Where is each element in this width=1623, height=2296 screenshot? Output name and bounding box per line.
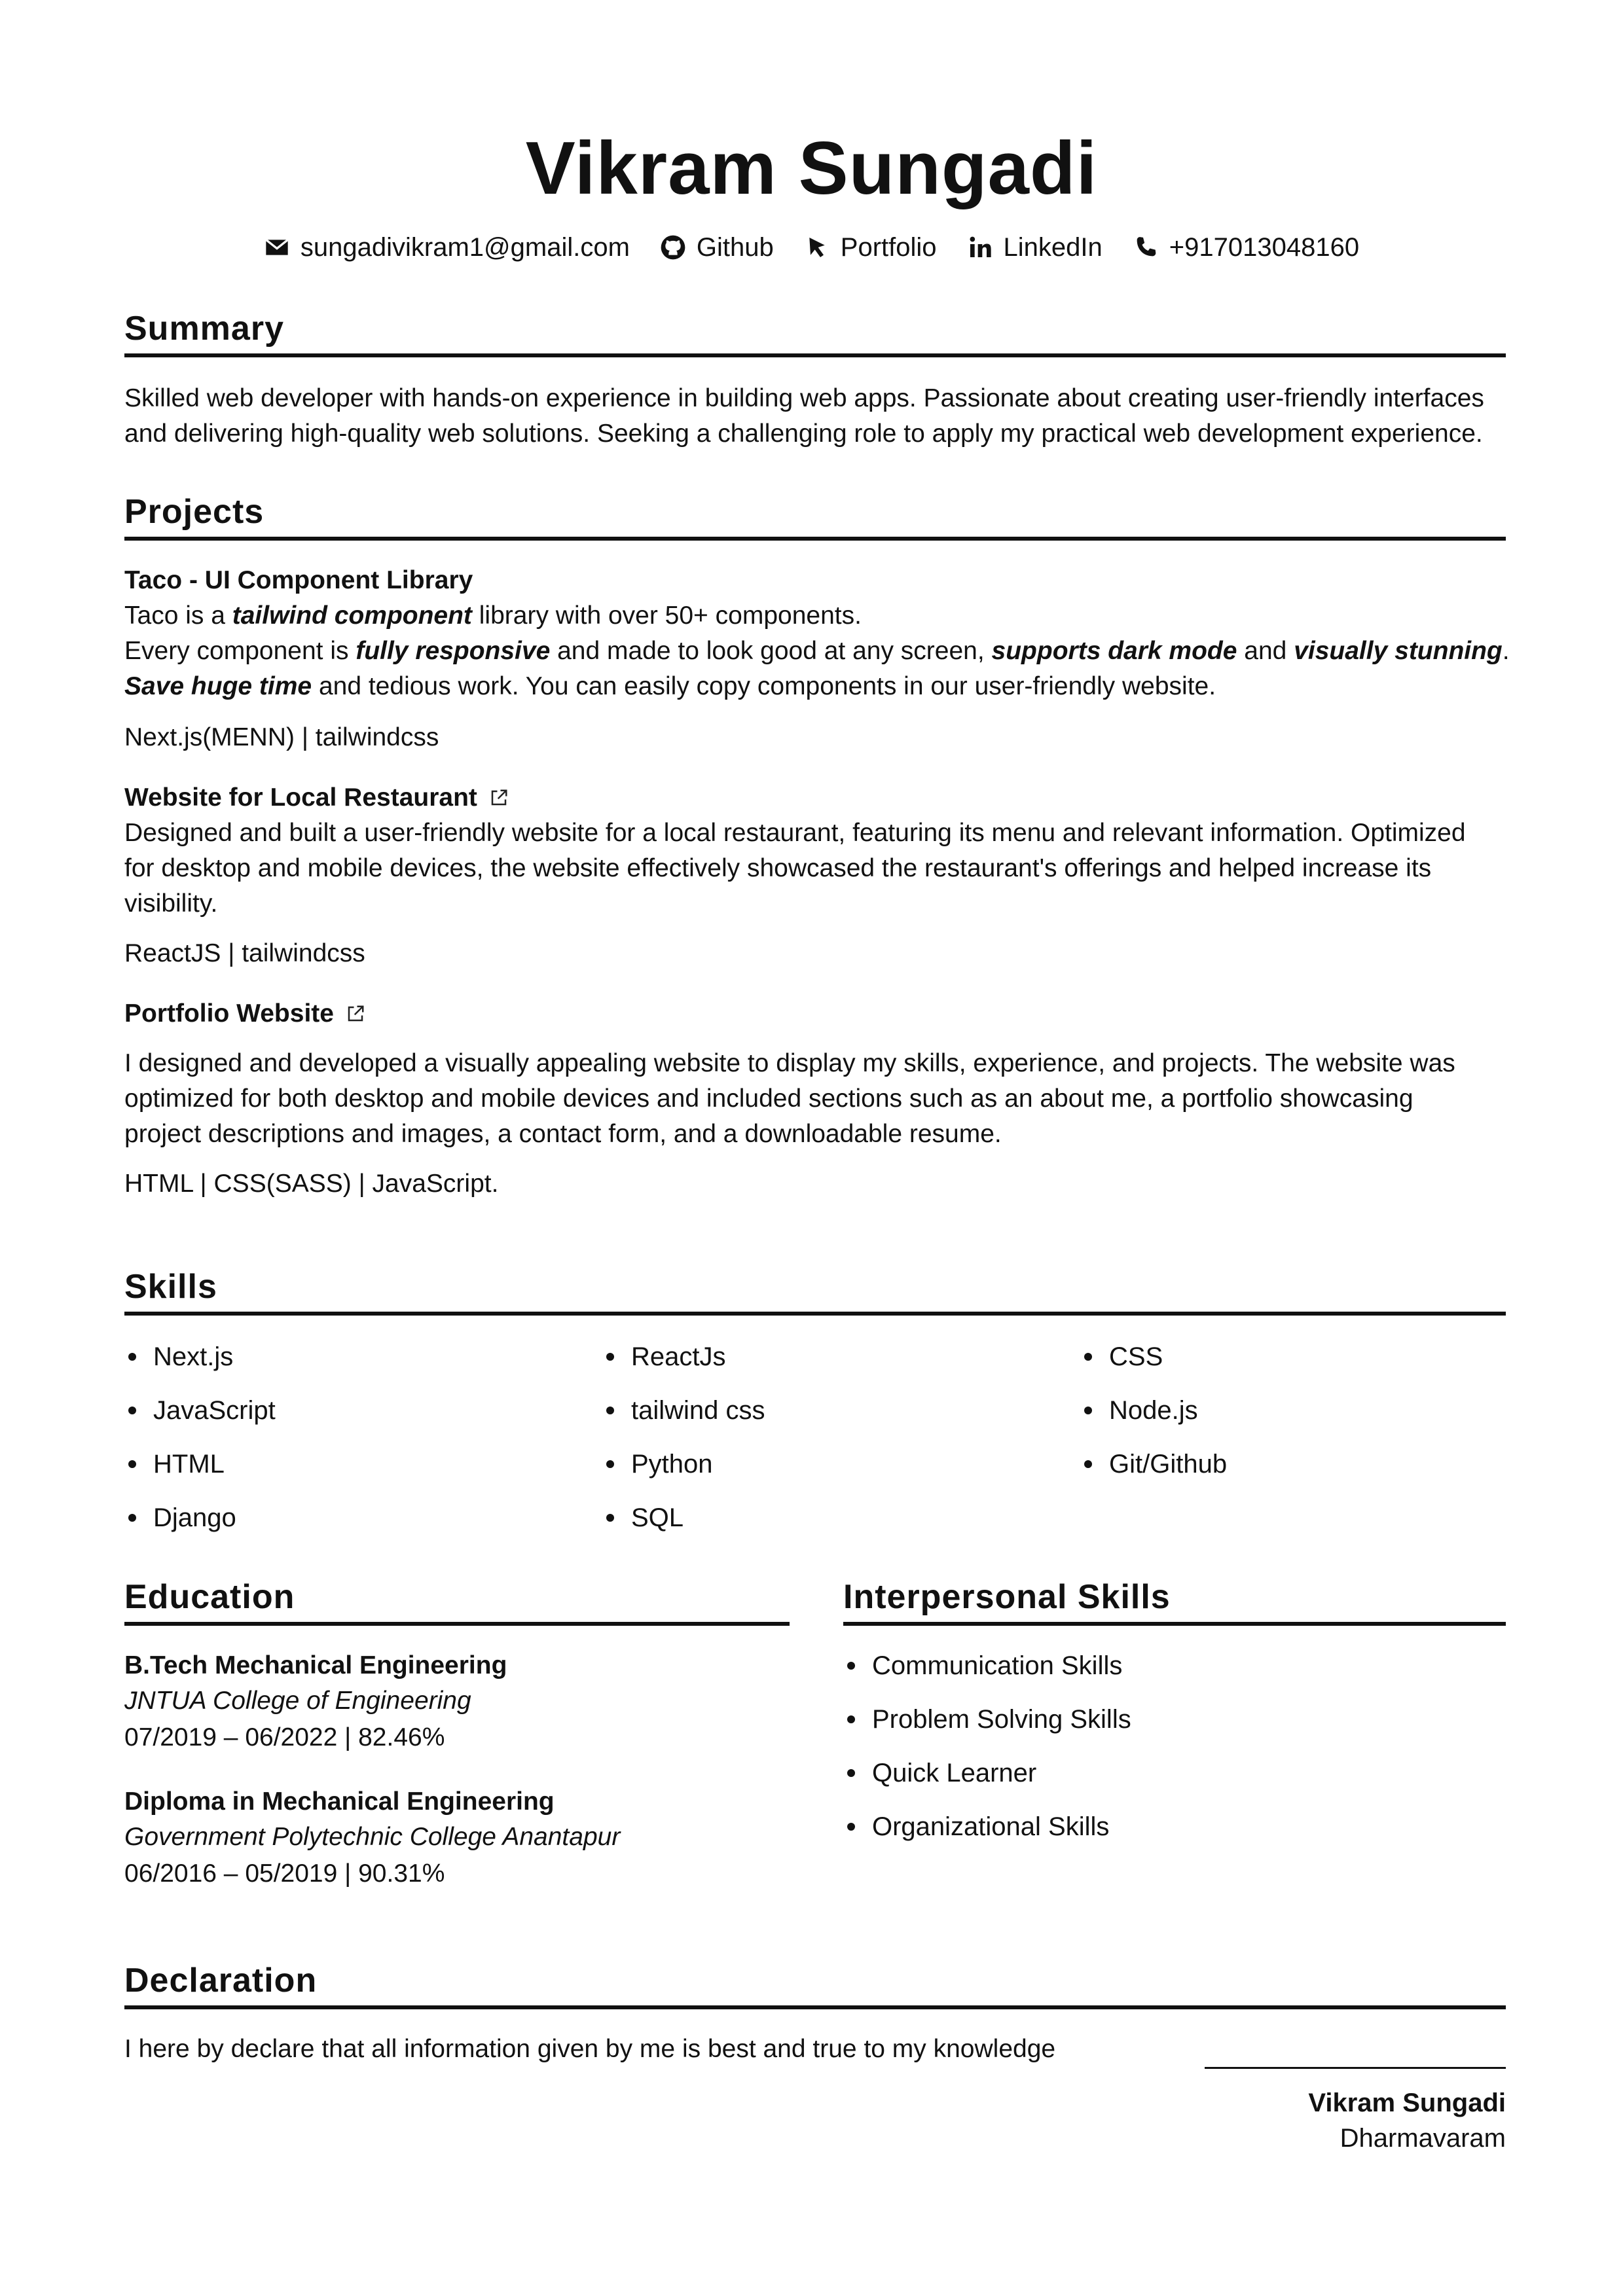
skill-item: JavaScript xyxy=(128,1393,276,1428)
skill-item: Node.js xyxy=(1084,1393,1198,1428)
declaration-text: I here by declare that all information given by me is best and true to my knowledge xyxy=(124,2035,1056,2063)
project-1-line-1: Taco is a tailwind component library with over 50+ components. xyxy=(124,601,862,630)
phone-number: +917013048160 xyxy=(1169,233,1360,262)
project-2-line-2: for desktop and mobile devices, the website effectively showcased the restaurant's offerings and helped increase its xyxy=(124,854,1432,882)
education-heading: Education xyxy=(124,1575,790,1626)
contact-email[interactable] xyxy=(264,228,630,267)
project-2-line-3: visibility. xyxy=(124,889,218,918)
email-text: sungadivikram1@gmail.com xyxy=(300,233,630,262)
signature-line xyxy=(1205,2067,1506,2069)
skill-item: Git/Github xyxy=(1084,1446,1227,1482)
portfolio-link: Portfolio xyxy=(840,233,937,262)
interpersonal-item: Organizational Skills xyxy=(847,1809,1109,1844)
candidate-name: Vikram Sungadi xyxy=(525,127,1098,210)
bullet-icon xyxy=(606,1460,614,1468)
skill-item: tailwind css xyxy=(606,1393,765,1428)
signature-place: Dharmavaram xyxy=(1340,2124,1506,2153)
bullet-icon xyxy=(128,1514,136,1522)
cursor-icon xyxy=(804,234,830,260)
project-3-title[interactable] xyxy=(124,996,365,1031)
github-link: Github xyxy=(696,233,774,262)
education-dates: 07/2019 – 06/2022 | 82.46% xyxy=(124,1723,445,1751)
bullet-icon xyxy=(847,1662,855,1670)
skill-item: CSS xyxy=(1084,1339,1163,1374)
project-3-line-2: optimized for both desktop and mobile devices and included sections such as an about me, a portfolio showcasing xyxy=(124,1085,1413,1113)
bullet-icon xyxy=(606,1514,614,1522)
interpersonal-item: Problem Solving Skills xyxy=(847,1702,1131,1737)
project-3-line-1: I designed and developed a visually appealing website to display my skills, experience, and projects. The website was xyxy=(124,1049,1455,1077)
bullet-icon xyxy=(1084,1460,1092,1468)
summary-heading: Summary xyxy=(124,306,1506,357)
skill-item: ReactJs xyxy=(606,1339,726,1374)
education-degree: B.Tech Mechanical Engineering xyxy=(124,1651,507,1679)
skill-item: HTML xyxy=(128,1446,225,1482)
education-dates: 06/2016 – 05/2019 | 90.31% xyxy=(124,1859,445,1888)
project-1-line-3: Save huge time and tedious work. You can easily copy components in our user-friendly website. xyxy=(124,672,1216,700)
contact-github[interactable] xyxy=(660,228,774,267)
contact-portfolio[interactable] xyxy=(804,228,937,267)
skill-item: SQL xyxy=(606,1500,684,1535)
project-1-line-2: Every component is fully responsive and made to look good at any screen, supports dark mode and visually stunning. xyxy=(124,637,1510,665)
bullet-icon xyxy=(128,1353,136,1361)
project-2-name: Website for Local Restaurant xyxy=(124,783,477,812)
skills-heading: Skills xyxy=(124,1265,1506,1316)
bullet-icon xyxy=(847,1769,855,1777)
bullet-icon xyxy=(847,1715,855,1723)
project-2-title[interactable] xyxy=(124,780,509,816)
project-1-tech: Next.js(MENN) | tailwindcss xyxy=(124,723,439,751)
external-link-icon[interactable] xyxy=(346,1004,365,1024)
summary-line-2: and delivering high-quality web solutions. Seeking a challenging role to apply my practical web development experience. xyxy=(124,420,1483,448)
education-institution: Government Polytechnic College Anantapur xyxy=(124,1823,621,1851)
education-degree: Diploma in Mechanical Engineering xyxy=(124,1787,555,1816)
phone-icon xyxy=(1133,234,1159,260)
bullet-icon xyxy=(128,1460,136,1468)
bullet-icon xyxy=(1084,1407,1092,1414)
skill-item: Next.js xyxy=(128,1339,233,1374)
bullet-icon xyxy=(847,1823,855,1831)
interpersonal-item: Quick Learner xyxy=(847,1755,1036,1791)
project-1-title xyxy=(124,563,473,598)
education-institution: JNTUA College of Engineering xyxy=(124,1687,471,1715)
linkedin-link: LinkedIn xyxy=(1003,233,1103,262)
contact-linkedin[interactable] xyxy=(967,228,1103,267)
external-link-icon[interactable] xyxy=(489,788,509,808)
project-2-tech: ReactJS | tailwindcss xyxy=(124,939,365,967)
linkedin-icon xyxy=(967,234,993,260)
contact-phone[interactable] xyxy=(1133,228,1359,267)
project-3-tech: HTML | CSS(SASS) | JavaScript. xyxy=(124,1170,499,1198)
project-3-name: Portfolio Website xyxy=(124,999,334,1028)
bullet-icon xyxy=(128,1407,136,1414)
signature-name: Vikram Sungadi xyxy=(1308,2089,1506,2117)
declaration-heading: Declaration xyxy=(124,1958,1506,2009)
project-2-line-1: Designed and built a user-friendly website for a local restaurant, featuring its menu and relevant information. Optimized xyxy=(124,819,1466,847)
projects-heading: Projects xyxy=(124,490,1506,541)
github-icon xyxy=(660,234,686,260)
interpersonal-item: Communication Skills xyxy=(847,1648,1122,1683)
skill-item: Django xyxy=(128,1500,236,1535)
bullet-icon xyxy=(1084,1353,1092,1361)
interpersonal-heading: Interpersonal Skills xyxy=(843,1575,1506,1626)
skill-item: Python xyxy=(606,1446,713,1482)
bullet-icon xyxy=(606,1407,614,1414)
bullet-icon xyxy=(606,1353,614,1361)
contact-bar xyxy=(0,228,1623,267)
summary-line-1: Skilled web developer with hands-on experience in building web apps. Passionate about creating user-friendly interfaces xyxy=(124,384,1484,412)
project-1-name: Taco - UI Component Library xyxy=(124,566,473,594)
project-3-line-3: project descriptions and images, a contact form, and a downloadable resume. xyxy=(124,1120,1002,1148)
envelope-icon xyxy=(264,234,290,260)
